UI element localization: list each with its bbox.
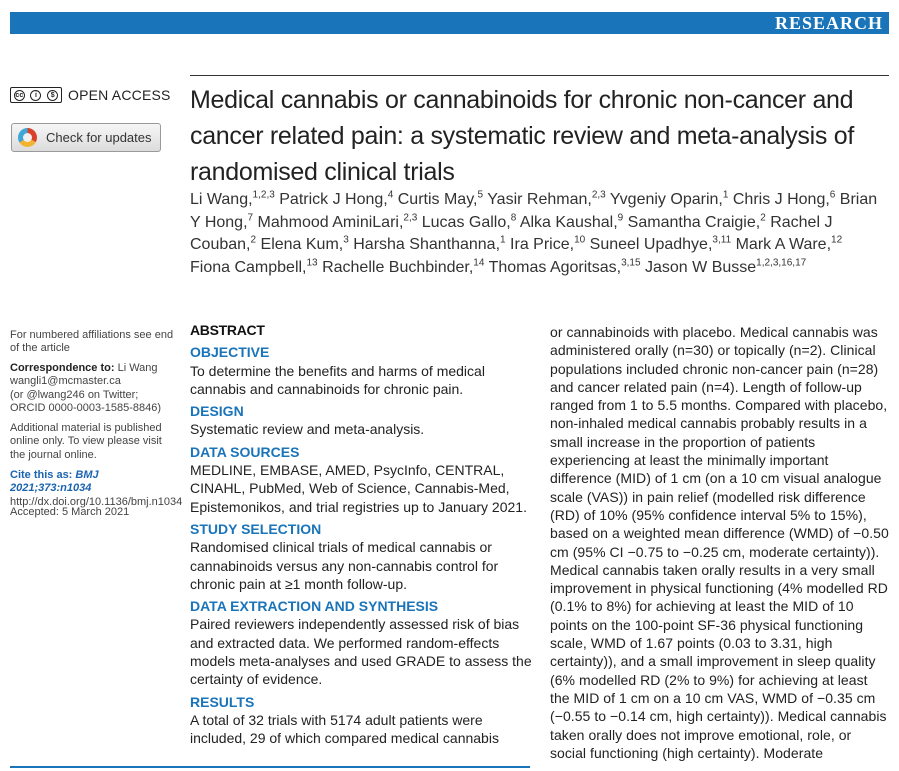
author-name: Yasir Rehman, [487, 191, 592, 208]
author-name: Mark A Ware, [735, 236, 832, 254]
author-affiliation-number: 5 [477, 189, 484, 201]
cite-reference: BMJ 2021;373:n1034 [10, 469, 99, 495]
abstract-section-heading: STUDY SELECTION [190, 520, 322, 537]
author-affiliation-number: 1 [500, 234, 506, 246]
author-name: Patrick J Hong, [279, 191, 388, 208]
section-banner [10, 12, 889, 34]
author-affiliation-number: 1,2,3,16,17 [756, 257, 807, 269]
author-affiliation-number: 3,15 [621, 257, 641, 269]
author-affiliation-number: 6 [829, 189, 836, 201]
bottom-rule [10, 766, 530, 768]
cite-label: Cite this as: [10, 469, 73, 481]
author-name: Chris J Hong, [732, 191, 830, 208]
author-name: Mahmood AminiLari, [257, 213, 404, 231]
author-affiliation-number: 3,11 [712, 234, 732, 246]
author-affiliation-number: 7 [247, 212, 254, 224]
author-affiliation-number: 3 [343, 234, 349, 246]
author-name: Thomas Agoritsas, [488, 258, 622, 276]
doi-link[interactable]: http://dx.doi.org/10.1136/bmj.n1034 [10, 495, 183, 508]
abstract-left-column [190, 321, 535, 748]
check-for-updates-button[interactable] [11, 123, 161, 152]
abstract-section-text: Paired reviewers independently assessed risk of bias and extracted data. We performed random-effects models meta-analyses and used GRADE to assess the certainty of evidence. [190, 616, 532, 688]
banner-label: RESEARCH [774, 13, 883, 33]
author-name: Ira Price, [510, 236, 575, 254]
author-name: Samantha Craigie, [627, 213, 761, 231]
author-name: Jason W Busse [645, 258, 757, 276]
author-name: Harsha Shanthanna, [353, 236, 501, 254]
author-name: Suneel Upadhye, [589, 236, 713, 254]
author-affiliation-number: 12 [831, 234, 843, 246]
abstract-section-heading: OBJECTIVE [190, 344, 270, 361]
author-name: Curtis May, [397, 191, 478, 208]
author-affiliation-number: 13 [306, 257, 318, 269]
orcid: ORCID 0000-0003-1585-8846) [10, 402, 162, 415]
email-link[interactable]: wangli1@mcmaster.ca [10, 375, 121, 388]
abstract-section-text: To determine the benefits and harms of medical cannabis and cannabinoids for chronic pain. [190, 362, 485, 397]
author-name: Elena Kum, [260, 236, 344, 254]
author-affiliation-number: 2 [250, 234, 257, 246]
author-affiliation-number: 2,3 [403, 212, 418, 224]
abstract-section-text: Randomised clinical trials of medical cannabis or cannabinoids versus any non-cannabis control for chronic pain at ≥1 month follow-up. [190, 539, 499, 592]
additional-material-note: Additional material is published online only. To view please visit the journal online. [10, 422, 162, 461]
author-affiliation-number: 9 [617, 212, 624, 224]
author-affiliation-number: 2 [760, 212, 766, 224]
citation-block [10, 469, 183, 509]
author-name: Fiona Campbell, [190, 258, 307, 276]
open-access-row [10, 87, 171, 103]
correspondence-name: Li Wang [117, 362, 158, 374]
results-continued-text: or cannabinoids with placebo. Medical cannabis was administered orally (n=30) or topically (n=2). Clinical populations included chronic non-cancer pain (n=28) and cancer related pain (n=4). Length of follow-up ranged from 1 to 5.5 months. Compared with placebo, non-inhaled medical cannabis probably results in a small increase in the proportion of patients experiencing at least the minimally important difference (MID) of 1 cm (on a 10 cm visual analogue scale (VAS)) in pain relief (modelled risk difference (RD) of 10% (95% confidence interval 5% to 15%), based on a weighted mean difference (WMD) of −0.50 cm (95% CI −0.75 to −0.25 cm, moderate certainty)). Medical cannabis taken orally results in a very small improvement in physical functioning (4% modelled RD (0.1% to 8%) for achieving at least the MID of 10 points on the 100-point SF-36 physical functioning scale, WMD of 1.67 points (0.03 to 3.31, high certainty)), and a small improvement in sleep quality (6% modelled RD (2% to 9%) for achieving at least the MID of 1 cm on a 10 cm VAS, WMD of −0.35 cm (−0.55 to −0.14 cm, high certainty)). Medical cannabis taken orally does not improve emotional, role, or social functioning (high certainty). Moderate [550, 324, 889, 761]
crossmark-icon [18, 128, 37, 147]
author-name: Alka Kaushal, [519, 213, 618, 231]
title-rule [190, 75, 889, 76]
author-name: Rachel J Couban, [190, 213, 833, 254]
abstract-section-heading: RESULTS [190, 693, 255, 710]
article-title: Medical cannabis or cannabinoids for chronic non-cancer and cancer related pain: a systematic review and meta-analysis of randomised clinical trials [190, 86, 854, 186]
abstract-section-heading: DATA SOURCES [190, 443, 300, 460]
creative-commons-icon: cc i $ [10, 87, 62, 103]
correspondence-block [10, 362, 180, 416]
abstract-heading: ABSTRACT [190, 322, 265, 338]
author-affiliation-number: 8 [510, 212, 517, 224]
abstract-section-heading: DATA EXTRACTION AND SYNTHESIS [190, 598, 439, 615]
abstract-section-text: Systematic review and meta-analysis. [190, 421, 425, 438]
author-affiliation-number: 1,2,3 [252, 189, 275, 201]
author-list [190, 189, 880, 279]
affiliations-note: For numbered affiliations see end of the article [10, 329, 174, 355]
author-affiliation-number: 14 [473, 257, 485, 269]
check-for-updates-label: Check for updates [46, 130, 152, 145]
twitter-handle: (or @lwang246 on Twitter; [10, 388, 139, 401]
abstract-section-text: A total of 32 trials with 5174 adult patients were included, 29 of which compared medical cannabis [190, 711, 499, 747]
author-name: Li Wang, [190, 191, 253, 208]
author-affiliation-number: 10 [574, 234, 586, 246]
author-affiliation-number: 2,3 [591, 189, 606, 201]
author-name: Lucas Gallo, [421, 213, 511, 231]
open-access-label: OPEN ACCESS [68, 87, 171, 103]
correspondence-label: Correspondence to: [10, 362, 115, 374]
accepted-date: Accepted: 5 March 2021 [10, 506, 130, 518]
author-name: Yvgeniy Oparin, [609, 191, 723, 208]
author-affiliation-number: 4 [387, 189, 394, 201]
abstract-section-heading: DESIGN [190, 403, 244, 420]
author-name: Brian Y Hong, [190, 191, 878, 231]
author-affiliation-number: 1 [722, 189, 729, 201]
author-name: Rachelle Buchbinder, [322, 258, 474, 276]
abstract-section-text: MEDLINE, EMBASE, AMED, PsycInfo, CENTRAL, CINAHL, PubMed, Web of Science, Cannabis-Med, Epistemonikos, and trial registries up to January 2021. [190, 462, 527, 515]
abstract-right-column [550, 323, 890, 762]
